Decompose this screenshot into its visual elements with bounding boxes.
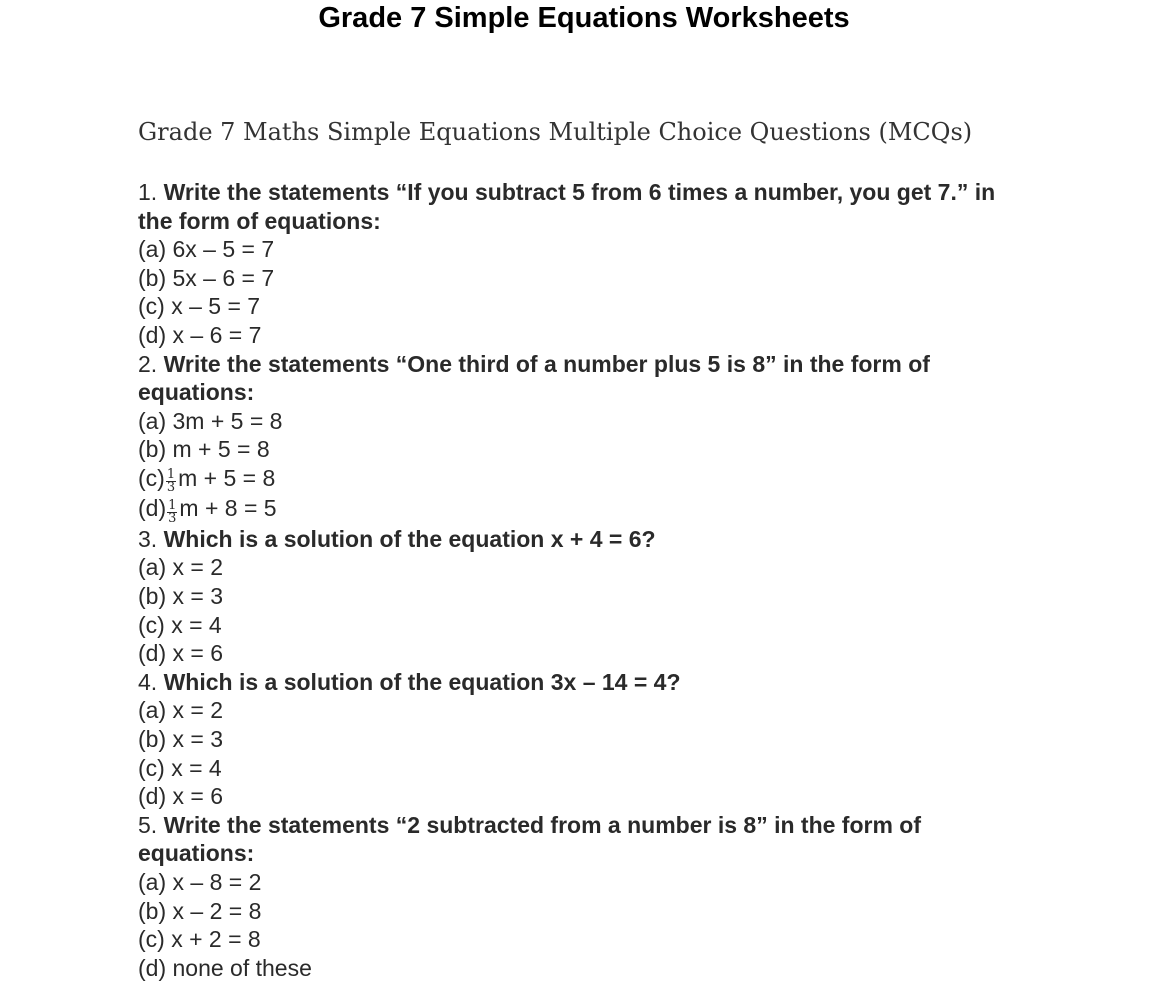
question-1 — [138, 178, 1018, 350]
fraction-denominator: 3 — [168, 510, 177, 526]
fraction-numerator: 1 — [168, 497, 177, 513]
question-4-option-a: (a) x = 2 — [138, 697, 224, 724]
question-2-number: 2. — [138, 350, 158, 377]
fraction-denominator: 3 — [166, 480, 176, 496]
question-1-prompt — [138, 178, 1018, 235]
question-5-option-b: (b) x – 2 = 8 — [138, 897, 262, 924]
question-3-prompt — [138, 525, 1018, 554]
option-prefix: (c) — [138, 464, 165, 491]
fraction — [167, 497, 177, 526]
question-1-option-c: (c) x – 5 = 7 — [138, 293, 261, 320]
option-prefix: (d) — [138, 495, 167, 522]
question-1-number: 1. — [138, 179, 158, 205]
question-3-number: 3. — [138, 525, 158, 552]
question-5 — [138, 811, 1018, 983]
question-2-option-d — [138, 494, 1018, 524]
question-3-option-a: (a) x = 2 — [138, 554, 224, 581]
question-2-text: Write the statements “One third of a number plus 5 is 8” in the form of equations: — [138, 350, 930, 406]
document-title: Grade 7 Simple Equations Worksheets — [318, 2, 850, 34]
question-5-option-a: (a) x – 8 = 2 — [138, 868, 262, 895]
question-2-prompt — [138, 350, 1018, 407]
question-4-option-c: (c) x = 4 — [138, 754, 222, 781]
question-2-option-c — [138, 464, 1018, 494]
question-5-option-d: (d) none of these — [138, 954, 312, 981]
question-2-option-b: (b) m + 5 = 8 — [138, 436, 270, 463]
question-4-number: 4. — [138, 668, 158, 695]
option-expression: m + 5 = 8 — [178, 464, 276, 491]
question-5-option-c: (c) x + 2 = 8 — [138, 926, 261, 953]
question-4-option-d: (d) x = 6 — [138, 783, 224, 810]
question-1-option-d: (d) x – 6 = 7 — [138, 321, 262, 348]
question-5-text: Write the statements “2 subtracted from a number is 8” in the form of equations: — [138, 811, 922, 867]
question-3-option-d: (d) x = 6 — [138, 640, 224, 667]
option-expression: m + 8 = 5 — [179, 495, 277, 522]
question-1-option-a: (a) 6x – 5 = 7 — [138, 236, 275, 263]
fraction — [166, 469, 176, 494]
questions-list — [138, 178, 1018, 982]
fraction-numerator: 1 — [166, 467, 176, 483]
question-4-prompt — [138, 668, 1018, 697]
question-3-option-c: (c) x = 4 — [138, 611, 222, 638]
question-3-option-b: (b) x = 3 — [138, 583, 224, 610]
question-1-text: Write the statements “If you subtract 5 from 6 times a number, you get 7.” in the form of equations: — [138, 179, 996, 234]
question-1-option-b: (b) 5x – 6 = 7 — [138, 264, 275, 291]
question-4-text: Which is a solution of the equation 3x – 14 = 4? — [163, 668, 681, 695]
question-5-prompt — [138, 811, 1018, 868]
question-4-option-b: (b) x = 3 — [138, 726, 224, 752]
question-2 — [138, 350, 1018, 525]
question-2-option-a: (a) 3m + 5 = 8 — [138, 407, 283, 434]
section-heading: Grade 7 Maths Simple Equations Multiple Choice Questions (MCQs) — [138, 118, 973, 146]
question-4 — [138, 668, 1018, 811]
question-5-number: 5. — [138, 811, 158, 838]
question-3 — [138, 525, 1018, 668]
question-3-text: Which is a solution of the equation x + 4 = 6? — [163, 525, 656, 552]
